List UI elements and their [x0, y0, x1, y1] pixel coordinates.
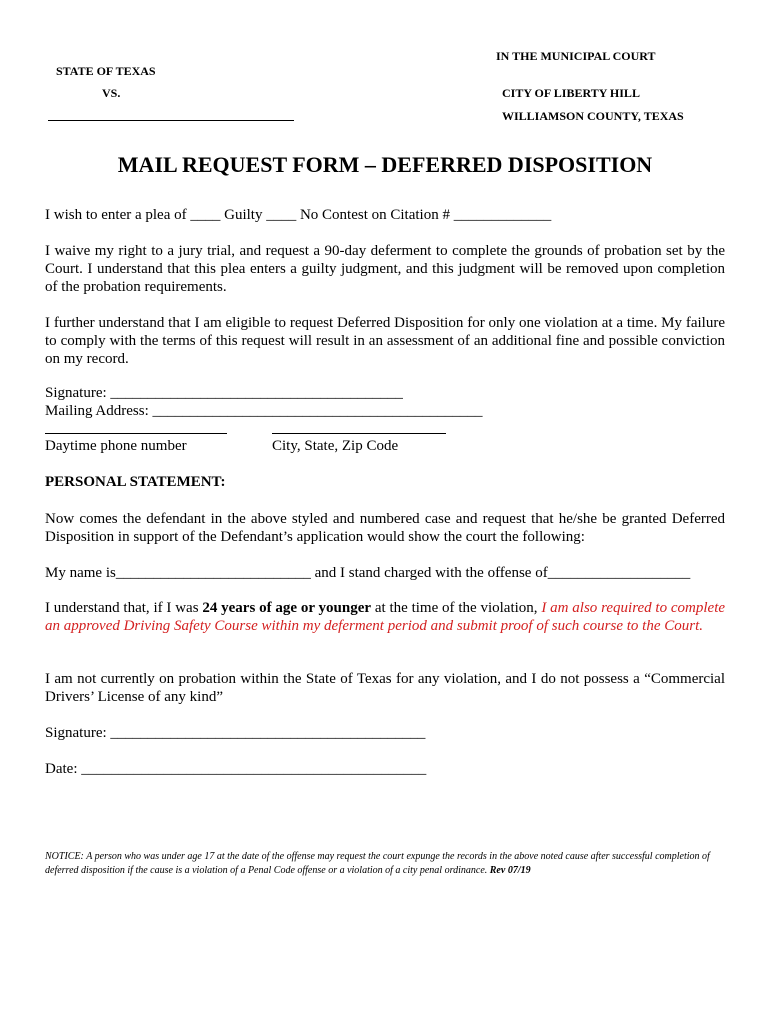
driving-safety-requirement: I am also required to complete an approved Driving Safety Course within my deferment period and submit proof of such course to the Court.	[45, 600, 726, 634]
plea-no-contest-blank[interactable]: ____	[266, 207, 297, 223]
eligibility-paragraph: I further understand that I am eligible to request Deferred Disposition for only one violation at a time. My failure to comply with the terms of this request will result in an assessment of an additional fine and possible conviction on my record.	[45, 315, 725, 367]
plea-line	[45, 206, 551, 224]
offense-label: and I stand charged with the offense of	[314, 565, 548, 581]
defendant-name-line[interactable]	[48, 120, 294, 121]
mailing-address-label: Mailing Address:	[45, 403, 149, 419]
state-label: STATE OF TEXAS	[56, 64, 156, 78]
age-threshold: 24 years of age or younger	[202, 600, 372, 616]
final-signature-label: Signature:	[45, 725, 107, 741]
mailing-address-row	[45, 402, 483, 420]
form-title: MAIL REQUEST FORM – DEFERRED DISPOSITION	[117, 152, 653, 177]
revision-label: Rev 07/19	[489, 865, 531, 876]
court-heading: IN THE MUNICIPAL COURT	[496, 49, 656, 63]
plea-guilty-blank[interactable]: ____	[190, 207, 221, 223]
date-row	[45, 760, 426, 778]
probation-paragraph: I am not currently on probation within the State of Texas for any violation, and I do not possess a “Commercial Drivers’ License of any kind”	[45, 671, 725, 705]
offense-blank[interactable]: ___________________	[547, 565, 691, 581]
city-state-zip-line[interactable]	[272, 433, 446, 434]
age-text-middle: at the time of the violation,	[374, 600, 538, 616]
city-state-zip-label: City, State, Zip Code	[272, 438, 399, 454]
phone-label: Daytime phone number	[45, 438, 187, 454]
plea-guilty-label: Guilty	[224, 207, 263, 223]
name-prefix: My name is	[45, 565, 116, 581]
plea-prefix: I wish to enter a plea of	[45, 207, 187, 223]
age-text-start: I understand that, if I was	[45, 600, 199, 616]
final-signature-row	[45, 724, 425, 742]
mailing-address-blank[interactable]: ____________________________________________	[152, 403, 483, 419]
final-signature-blank[interactable]: __________________________________________	[110, 725, 426, 741]
notice-text: NOTICE: A person who was under age 17 at the date of the offense may request the court expunge the records in the above noted cause after successful completion of deferred disposition if the cause is a violation of a Penal Code offense or a violation of a city penal ordinance.	[45, 851, 710, 876]
personal-statement-heading: PERSONAL STATEMENT:	[45, 474, 226, 490]
city-label: CITY OF LIBERTY HILL	[502, 86, 640, 100]
name-offense-row	[45, 564, 690, 582]
age-paragraph	[45, 599, 725, 635]
signature-blank[interactable]: _______________________________________	[110, 385, 403, 401]
signature-row	[45, 384, 403, 402]
date-blank[interactable]: ______________________________________________	[81, 761, 427, 777]
waive-paragraph: I waive my right to a jury trial, and request a 90-day deferment to complete the grounds of probation set by the Court. I understand that this plea enters a guilty judgment, and this judgment will be removed upon completion of the probation requirements.	[45, 243, 725, 295]
personal-statement-intro: Now comes the defendant in the above styled and numbered case and request that he/she be granted Deferred Disposition in support of the Defendant’s application would show the court the following:	[45, 511, 725, 545]
date-label: Date:	[45, 761, 78, 777]
county-label: WILLIAMSON COUNTY, TEXAS	[502, 109, 684, 123]
vs-label: VS.	[102, 86, 121, 100]
name-blank[interactable]: __________________________	[115, 565, 311, 581]
signature-label: Signature:	[45, 385, 107, 401]
expunction-notice	[45, 850, 735, 878]
plea-no-contest-label: No Contest on Citation #	[299, 207, 450, 223]
citation-number-blank[interactable]: _____________	[453, 207, 552, 223]
phone-line[interactable]	[45, 433, 227, 434]
